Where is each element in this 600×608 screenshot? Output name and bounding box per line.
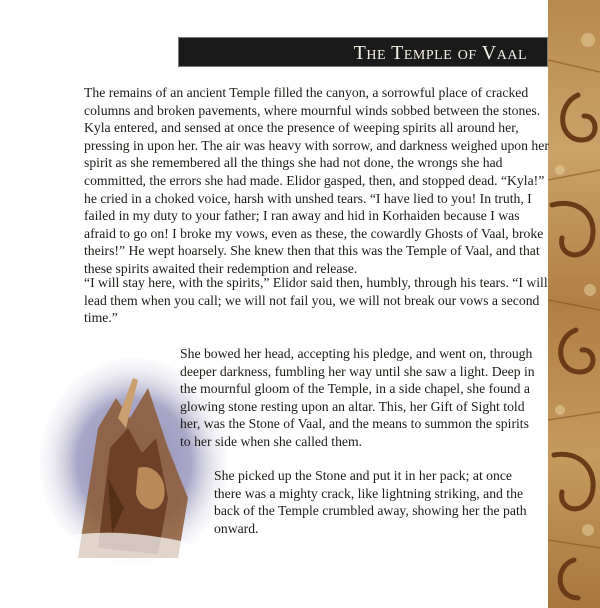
decorative-border-strip (548, 0, 600, 608)
paragraph-elidor-vow: “I will stay here, with the spirits,” Elidor said then, humbly, through his tears. “I will lead them when you call; we will not fail you, we will not break our vows a second time.” (84, 275, 548, 326)
paragraph-stone-discovery: She bowed her head, accepting his pledge, and went on, through deeper darkness, fumbling her way until she saw a light. Deep in the mournful gloom of the Temple, in a side chapel, she found a glowing stone resting upon an altar. This, her Gift of Sight told her, was the Stone of Vaal, and the means to summon the spirits to her side when she called them. (180, 346, 535, 449)
paragraph-temple-intro: The remains of an ancient Temple filled the canyon, a sorrowful place of cracked columns and broken pavements, where mournful winds sobbed between the stones. Kyla entered, and sensed at once the presence of weeping spirits all around her, pressing in upon her. The air was heavy with sorrow, and darkness weighed upon her spirit as she remembered all the things she had not done, the wrongs she had committed, the errors she had made. Elidor gasped, then, and stopped dead. “Kyla!” he cried in a choked voice, harsh with unshed tears. “I have lied to you! In truth, I failed in my duty to your father; I ran away and hid in Korhaiden because I was afraid to go on! I broke my vows, even as these, the cowardly Ghosts of Vaal, broke theirs!” He wept hoarsely. She knew then that this was the Temple of Vaal, and that these spirits awaited their redemption and release. (84, 85, 549, 276)
page-title: The Temple of Vaal (353, 42, 527, 64)
paragraph-temple-crumbles: She picked up the Stone and put it in her pack; at once there was a mighty crack, like lightning striking, and the back of the Temple crumbled away, showing her the path onward. (214, 468, 527, 536)
spiral-ornament-icon (548, 0, 600, 608)
title-banner (178, 37, 548, 67)
